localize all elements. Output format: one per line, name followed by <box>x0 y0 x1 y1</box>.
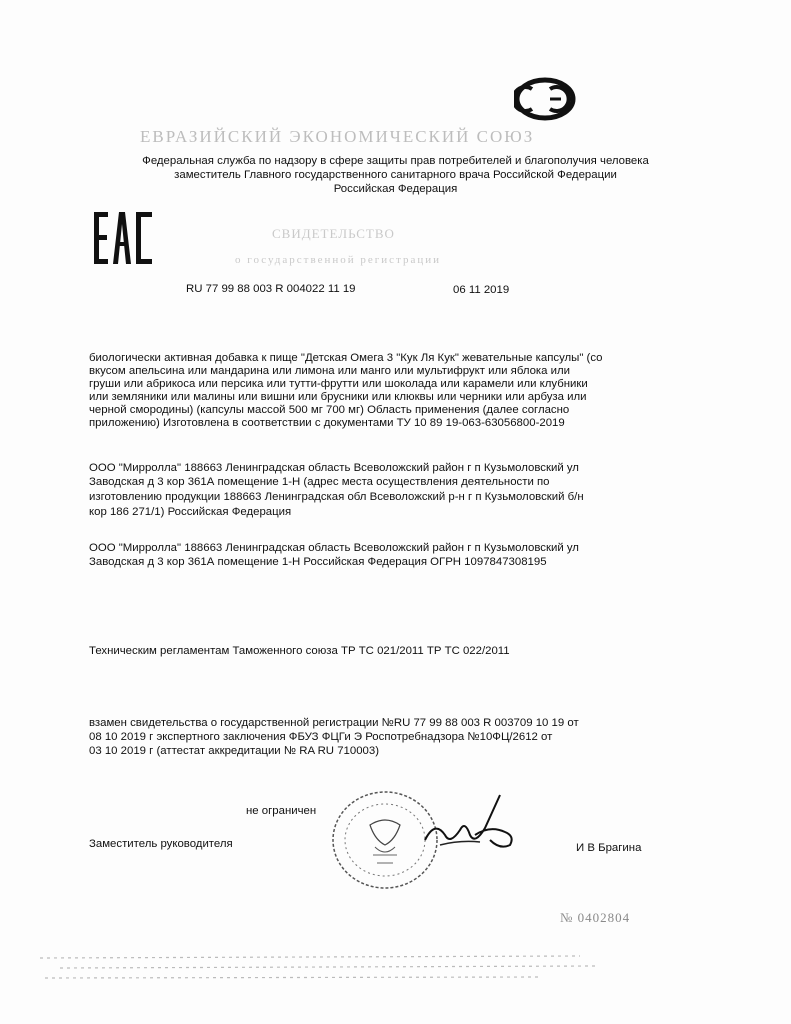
euro-asian-logo-icon <box>514 77 576 121</box>
replacement-line: 03 10 2019 г (аттестат аккредитации № RA RU 710003) <box>89 745 379 757</box>
product-line: биологически активная добавка к пище "Детская Омега 3 "Кук Ля Кук" жевательные капсулы" (со <box>89 352 603 364</box>
replacement-line: взамен свидетельства о государственной регистрации №RU 77 99 88 003 R 003709 10 19 от <box>89 717 579 729</box>
signatory-position: Заместитель руководителя <box>89 838 233 850</box>
replacement-line: 08 10 2019 г экспертного заключения ФБУЗ ФЦГи Э Роспотребнадзора №10ФЦ/2612 от <box>89 731 553 743</box>
header-authority-line: Федеральная служба по надзору в сфере защиты прав потребителей и благополучия человека <box>142 155 649 167</box>
recipient-line: ООО "Мирролла" 188663 Ленинградская область Всеволожский район г п Кузьмоловский ул <box>89 542 579 554</box>
serial-number: № 0402804 <box>560 910 631 925</box>
validity-text: не ограничен <box>246 805 317 817</box>
certificate-number: RU 77 99 88 003 R 004022 11 19 <box>186 283 356 295</box>
recipient-line: Заводская д 3 кор 361А помещение 1-Н Российская Федерация ОГРН 1097847308195 <box>89 556 547 568</box>
product-line: или земляники или малины или вишни или брусники или клюквы или черники или арбуза или <box>89 391 587 403</box>
manufacturer-line: кор 186 271/1) Российская Федерация <box>89 506 292 518</box>
certificate-title-faded: СВИДЕТЕЛЬСТВО <box>272 226 395 241</box>
manufacturer-line: ООО "Мирролла" 188663 Ленинградская область Всеволожский район г п Кузьмоловский ул <box>89 462 579 474</box>
manufacturer-line: Заводская д 3 кор 361А помещение 1-Н (адрес места осуществления деятельности по <box>89 476 550 488</box>
scan-noise-decoration <box>40 948 600 988</box>
product-line: черной смородины) (капсулы массой 500 мг 700 мг) Область применения (далее согласно <box>89 404 570 416</box>
certificate-date: 06 11 2019 <box>453 284 510 296</box>
manufacturer-line: изготовлению продукции 188663 Ленинградская обл Всеволожский р-н г п Кузьмоловский б/н <box>89 491 584 503</box>
eac-mark-icon <box>94 212 154 264</box>
product-line: приложению) Изготовлена в соответствии с документами ТУ 10 89 19-063-63056800-2019 <box>89 417 565 429</box>
header-deputy-line: заместитель Главного государственного санитарного врача Российской Федерации <box>174 169 617 181</box>
certificate-subtitle-faded: о государственной регистрации <box>235 254 442 266</box>
product-line: груши или абрикоса или персика или тутти-фрутти или шоколада или карамели или клубники <box>89 378 588 390</box>
union-title: ЕВРАЗИЙСКИЙ ЭКОНОМИЧЕСКИЙ СОЮЗ <box>140 127 535 146</box>
header-country-line: Российская Федерация <box>333 183 458 195</box>
product-line: вкусом апельсина или мандарина или лимона или манго или мультифрукт или яблока или <box>89 365 571 377</box>
signature-icon <box>415 790 525 860</box>
regulations-text: Техническим регламентам Таможенного союза ТР ТС 021/2011 ТР ТС 022/2011 <box>89 645 510 657</box>
signatory-name: И В Брагина <box>576 842 642 854</box>
